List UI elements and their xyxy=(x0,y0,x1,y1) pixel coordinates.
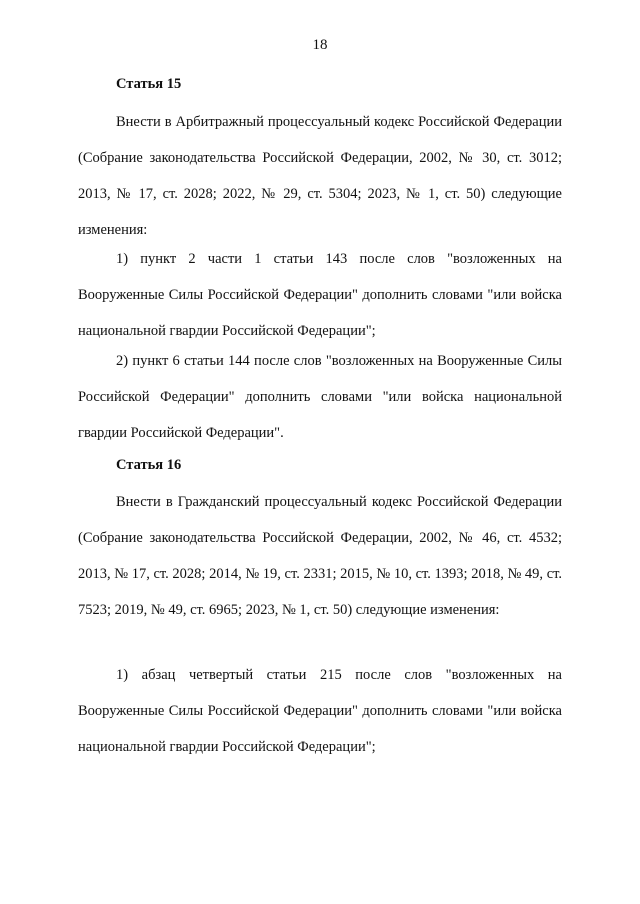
article-15-heading: Статья 15 xyxy=(116,76,182,92)
article-16-intro-paragraph: Внести в Гражданский процессуальный кодекс Российской Федерации (Собрание законодательства Российской Федерации, 2002, № 46, ст. 4532; 2013, № 17, ст. 2028; 2014, № 19, ст. 2331; 2015, № 10, ст. 1393; 2018, № 49, ст. 7523; 2019, № 49, ст. 6965; 2023, № 1, ст. 50) следующие изменения: xyxy=(78,494,562,618)
article-16-heading: Статья 16 xyxy=(116,457,182,473)
article-16-item-1: 1) абзац четвертый статьи 215 после слов "возложенных на Вооруженные Силы Российской Федерации" дополнить словами "или войска национальной гвардии Российской Федерации"; xyxy=(78,667,562,755)
article-15-intro-paragraph: Внести в Арбитражный процессуальный кодекс Российской Федерации (Собрание законодательства Российской Федерации, 2002, № 30, ст. 3012; 2013, № 17, ст. 2028; 2022, № 29, ст. 5304; 2023, № 1, ст. 50) следующие изменения: xyxy=(78,114,562,238)
page-number: 18 xyxy=(312,37,328,53)
article-15-item-1: 1) пункт 2 части 1 статьи 143 после слов "возложенных на Вооруженные Силы Российской Федерации" дополнить словами "или войска национальной гвардии Российской Федерации"; xyxy=(78,251,562,339)
article-15-item-2: 2) пункт 6 статьи 144 после слов "возложенных на Вооруженные Силы Российской Федерации" дополнить словами "или войска национальной гвардии Российской Федерации". xyxy=(78,353,562,441)
